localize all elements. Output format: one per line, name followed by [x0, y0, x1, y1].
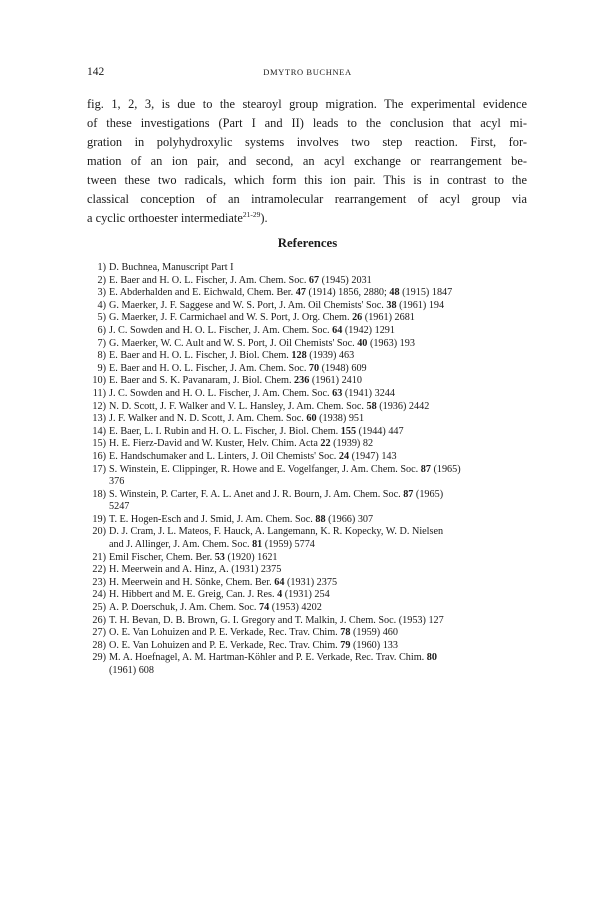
reference-volume: 4 [277, 589, 283, 601]
body-line-last [87, 209, 527, 228]
reference-citation: T. E. Hogen-Esch and J. Smid, J. Am. Chem. Soc. [109, 513, 316, 525]
reference-volume: 128 [291, 350, 307, 362]
reference-line [109, 489, 532, 502]
reference-item [87, 426, 532, 439]
reference-citation: D. J. Cram, J. L. Mateos, F. Hauck, A. Langemann, K. R. Kopecky, W. D. Nielsen [109, 526, 444, 538]
reference-line [109, 451, 532, 464]
reference-number: 4) [97, 299, 106, 311]
reference-year-pages: (1948) 609 [319, 362, 367, 374]
reference-text [109, 287, 532, 300]
reference-volume: 70 [308, 362, 320, 374]
reference-item [87, 300, 532, 313]
reference-number: 11) [92, 387, 106, 399]
reference-line [109, 300, 532, 313]
body-line: of these investigations (Part I and II) leads to the conclusion that acyl mi- [87, 116, 527, 130]
reference-citation: H. Hibbert and M. E. Greig, Can. J. Res. [109, 589, 278, 601]
reference-line [109, 627, 532, 640]
reference-volume: 26 [352, 312, 363, 324]
reference-volume: 48 [389, 287, 400, 299]
reference-text [109, 262, 532, 275]
reference-citation: E. Baer and H. O. L. Fischer, J. Biol. Chem. [109, 350, 292, 362]
reference-text [109, 577, 532, 590]
reference-volume: 74 [258, 602, 270, 614]
reference-citation: E. Abderhalden and E. Eichwald, Chem. Ber. [109, 287, 296, 299]
reference-volume: 67 [308, 274, 320, 286]
reference-line [109, 589, 532, 602]
reference-number: 8) [97, 350, 106, 362]
reference-volume: 80 [426, 652, 437, 664]
reference-item [87, 401, 532, 414]
reference-citation: D. Buchnea, Manuscript Part I [109, 262, 234, 273]
reference-number: 2) [97, 274, 106, 286]
reference-citation: G. Maerker, W. C. Ault and W. S. Port, J. Oil Chemists' Soc. [109, 337, 358, 349]
reference-text [109, 338, 532, 351]
references-heading: References [277, 236, 338, 250]
reference-text [109, 375, 532, 388]
reference-citation: E. Baer and H. O. L. Fischer, J. Am. Chem. Soc. [109, 274, 309, 286]
reference-citation: G. Maerker, J. F. Carmichael and W. S. Port, J. Org. Chem. [109, 312, 353, 324]
reference-item [87, 640, 532, 653]
reference-volume: 64 [332, 324, 343, 336]
reference-volume: 155 [340, 425, 357, 437]
reference-volume: 47 [295, 287, 306, 299]
reference-volume: 64 [274, 576, 285, 588]
body-line: classical conception of an intramolecular rearrangement of acyl group via [87, 192, 527, 206]
reference-item [87, 388, 532, 401]
reference-line [109, 577, 532, 590]
reference-continuation: 376 [109, 476, 125, 488]
reference-line [109, 350, 532, 363]
reference-line [109, 287, 532, 300]
reference-item [87, 451, 532, 464]
reference-line [109, 564, 532, 577]
reference-year-pages: (1945) 2031 [319, 274, 372, 286]
reference-citation: O. E. Van Lohuizen and P. E. Verkade, Rec. Trav. Chim. [109, 627, 341, 639]
reference-text [109, 401, 532, 414]
body-line-closing: ). [260, 211, 268, 225]
reference-text [109, 564, 532, 577]
reference-year-pages: (1966) 307 [325, 513, 374, 525]
reference-number: 27) [92, 627, 106, 639]
reference-text [109, 552, 532, 565]
reference-number: 20) [92, 526, 106, 538]
reference-item [87, 338, 532, 351]
reference-number: 7) [97, 337, 106, 349]
reference-volume: 63 [332, 387, 343, 399]
reference-citation: J. F. Walker and N. D. Scott, J. Am. Chem. Soc. [109, 413, 307, 425]
reference-volume: 60 [306, 413, 317, 425]
reference-volume: 53 [214, 551, 225, 563]
page-number: 142 [87, 66, 105, 78]
reference-year-pages: (1961) 194 [396, 299, 445, 311]
reference-line [109, 552, 532, 565]
reference-line [109, 526, 532, 539]
reference-text [109, 325, 532, 338]
reference-line [109, 275, 532, 288]
reference-number: 18) [92, 488, 106, 500]
reference-number: 17) [92, 463, 106, 475]
reference-item [87, 312, 532, 325]
reference-year-pages: (1938) 951 [316, 413, 365, 425]
reference-item [87, 350, 532, 363]
reference-number: 10) [92, 375, 106, 387]
reference-year-pages: (1947) 143 [349, 450, 397, 462]
reference-text [109, 438, 532, 451]
reference-text [109, 589, 532, 602]
reference-citation: Emil Fischer, Chem. Ber. [109, 551, 215, 563]
reference-number: 12) [92, 400, 106, 412]
reference-citation: E. Handschumaker and L. Linters, J. Oil Chemists' Soc. [109, 450, 339, 462]
reference-text [109, 615, 532, 628]
reference-volume: 87 [420, 463, 431, 475]
reference-text [109, 526, 532, 551]
reference-year-pages: (1931) 2375 [284, 576, 338, 588]
reference-continuation: (1961) 608 [109, 665, 154, 676]
reference-number: 23) [92, 576, 106, 588]
reference-number: 24) [92, 589, 106, 601]
reference-item [87, 615, 532, 628]
reference-item [87, 489, 532, 514]
reference-number: 13) [92, 413, 106, 425]
reference-volume: 58 [366, 400, 377, 412]
reference-item [87, 602, 532, 615]
reference-year-pages: (1953) 4202 [269, 602, 322, 614]
reference-text [109, 426, 532, 439]
reference-year-pages: (1942) 1291 [342, 324, 395, 336]
body-paragraph [87, 95, 527, 228]
reference-text [109, 514, 532, 527]
reference-text [109, 602, 532, 615]
reference-year-pages: (1961) 2410 [309, 375, 362, 387]
reference-continuation: 5247 [109, 501, 130, 513]
reference-volume: 88 [315, 513, 326, 525]
reference-text [109, 350, 532, 363]
reference-volume: 79 [340, 639, 351, 651]
reference-citation: M. A. Hoefnagel, A. M. Hartman-Köhler and P. E. Verkade, Rec. Trav. Chim. [109, 652, 427, 664]
reference-line [109, 426, 532, 439]
reference-line [109, 602, 532, 615]
reference-text [109, 627, 532, 640]
reference-line [109, 640, 532, 653]
reference-item [87, 652, 532, 677]
reference-text [109, 640, 532, 653]
reference-year-pages: (1963) 193 [367, 337, 415, 349]
reference-number: 6) [97, 324, 106, 336]
reference-line [109, 438, 532, 451]
reference-text [109, 312, 532, 325]
reference-number: 21) [92, 551, 106, 563]
body-line: gration in polyhydroxylic systems involves two step reaction. First, for- [87, 135, 527, 149]
reference-number: 14) [92, 425, 106, 437]
reference-citation: E. Baer and H. O. L. Fischer, J. Am. Chem. Soc. [109, 362, 309, 374]
body-line: fig. 1, 2, 3, is due to the stearoyl group migration. The experimental evidence [87, 97, 527, 111]
reference-item [87, 287, 532, 300]
reference-citation: N. D. Scott, J. F. Walker and V. L. Hansley, J. Am. Chem. Soc. [109, 400, 367, 412]
reference-number: 29) [92, 652, 106, 664]
running-head: DMYTRO BUCHNEA [263, 67, 352, 77]
references-list [87, 262, 532, 678]
reference-citation: T. H. Bevan, D. B. Brown, G. I. Gregory and T. Malkin, J. Chem. Soc. (1953) 127 [109, 614, 444, 626]
reference-volume: 87 [403, 488, 414, 500]
body-line-text: a cyclic orthoester intermediate [87, 211, 243, 225]
reference-text [109, 413, 532, 426]
reference-line [109, 615, 532, 628]
reference-year-pages: (1960) 133 [350, 639, 398, 651]
body-line: mation of an ion pair, and second, an acyl exchange or rearrangement be- [87, 154, 527, 168]
reference-number: 25) [92, 602, 106, 614]
reference-line [109, 388, 532, 401]
reference-volume: 38 [386, 299, 397, 311]
reference-year-pages: (1939) 463 [306, 350, 355, 362]
reference-item [87, 464, 532, 489]
reference-continuation: and J. Allinger, J. Am. Chem. Soc. 81 (1959) 5774 [109, 539, 315, 551]
reference-item [87, 325, 532, 338]
reference-line [109, 325, 532, 338]
reference-line [109, 401, 532, 414]
reference-line [109, 338, 532, 351]
reference-citation: E. Baer and S. K. Pavanaram, J. Biol. Chem. [109, 375, 295, 387]
reference-line [109, 375, 532, 388]
reference-year-pages: (1939) 82 [330, 438, 374, 450]
reference-text [109, 451, 532, 464]
reference-citation: O. E. Van Lohuizen and P. E. Verkade, Rec. Trav. Chim. [109, 639, 341, 651]
reference-item [87, 438, 532, 451]
reference-year-pages: (1959) 460 [350, 627, 398, 639]
reference-volume: 81 [252, 539, 263, 551]
reference-line [109, 514, 532, 527]
reference-volume: 24 [338, 450, 350, 462]
reference-year-pages: (1965) [413, 488, 444, 500]
reference-citation: E. Baer, L. I. Rubin and H. O. L. Fischer, J. Biol. Chem. [109, 425, 341, 437]
reference-year-pages: (1941) 3244 [342, 387, 395, 399]
reference-item [87, 363, 532, 376]
reference-item [87, 526, 532, 551]
reference-number: 15) [92, 438, 106, 450]
reference-number: 1) [97, 262, 106, 273]
reference-item [87, 577, 532, 590]
reference-volume: 22 [320, 438, 331, 450]
reference-year-pages: (1944) 447 [356, 425, 404, 437]
reference-text [109, 652, 532, 677]
reference-year-pages: (1961) 2681 [362, 312, 415, 324]
reference-year-pages: (1936) 2442 [376, 400, 430, 412]
reference-item [87, 564, 532, 577]
reference-citation: H. E. Fierz-David and W. Kuster, Helv. Chim. Acta [109, 438, 321, 450]
reference-number: 3) [97, 287, 106, 299]
reference-item [87, 552, 532, 565]
reference-item [87, 413, 532, 426]
reference-volume: 40 [357, 337, 368, 349]
reference-year-pages: (1914) 1856, 2880; 48 (1915) 1847 [305, 287, 453, 299]
reference-line [109, 312, 532, 325]
reference-volume: 78 [340, 627, 351, 639]
reference-text [109, 363, 532, 376]
reference-item [87, 589, 532, 602]
reference-citation: A. P. Doerschuk, J. Am. Chem. Soc. [109, 602, 259, 614]
reference-number: 28) [92, 639, 106, 651]
reference-line [109, 363, 532, 376]
reference-text [109, 464, 532, 489]
reference-item [87, 262, 532, 275]
reference-citation: J. C. Sowden and H. O. L. Fischer, J. Am. Chem. Soc. [109, 387, 333, 399]
reference-text [109, 300, 532, 313]
reference-citation: S. Winstein, E. Clippinger, R. Howe and E. Vogelfanger, J. Am. Chem. Soc. [109, 463, 421, 475]
reference-item [87, 375, 532, 388]
reference-number: 5) [97, 312, 106, 324]
reference-text [109, 489, 532, 514]
reference-line [109, 413, 532, 426]
reference-citation: H. Meerwein and H. Sönke, Chem. Ber. [109, 576, 275, 588]
reference-citation: H. Meerwein and A. Hinz, A. (1931) 2375 [109, 564, 282, 576]
reference-line [109, 652, 532, 665]
reference-volume: 236 [294, 375, 310, 387]
reference-item [87, 275, 532, 288]
reference-text [109, 388, 532, 401]
reference-number: 9) [97, 362, 106, 374]
body-line: tween these two radicals, which form this ion pair. This is in contrast to the [87, 173, 527, 187]
reference-year-pages: (1920) 1621 [224, 551, 278, 563]
reference-number: 16) [92, 450, 106, 462]
reference-item [87, 627, 532, 640]
reference-year-pages: (1965) [430, 463, 461, 475]
reference-number: 26) [92, 614, 106, 626]
reference-text [109, 275, 532, 288]
reference-line [109, 464, 532, 477]
citation-superscript: 21-29 [242, 210, 261, 219]
reference-citation: G. Maerker, J. F. Saggese and W. S. Port, J. Am. Oil Chemists' Soc. [109, 299, 387, 311]
reference-citation: S. Winstein, P. Carter, F. A. L. Anet and J. R. Bourn, J. Am. Chem. Soc. [109, 488, 404, 500]
reference-item [87, 514, 532, 527]
reference-number: 19) [92, 513, 106, 525]
reference-line [109, 262, 532, 275]
reference-number: 22) [92, 564, 106, 576]
reference-year-pages: (1931) 254 [282, 589, 330, 601]
reference-citation: J. C. Sowden and H. O. L. Fischer, J. Am. Chem. Soc. [109, 324, 333, 336]
